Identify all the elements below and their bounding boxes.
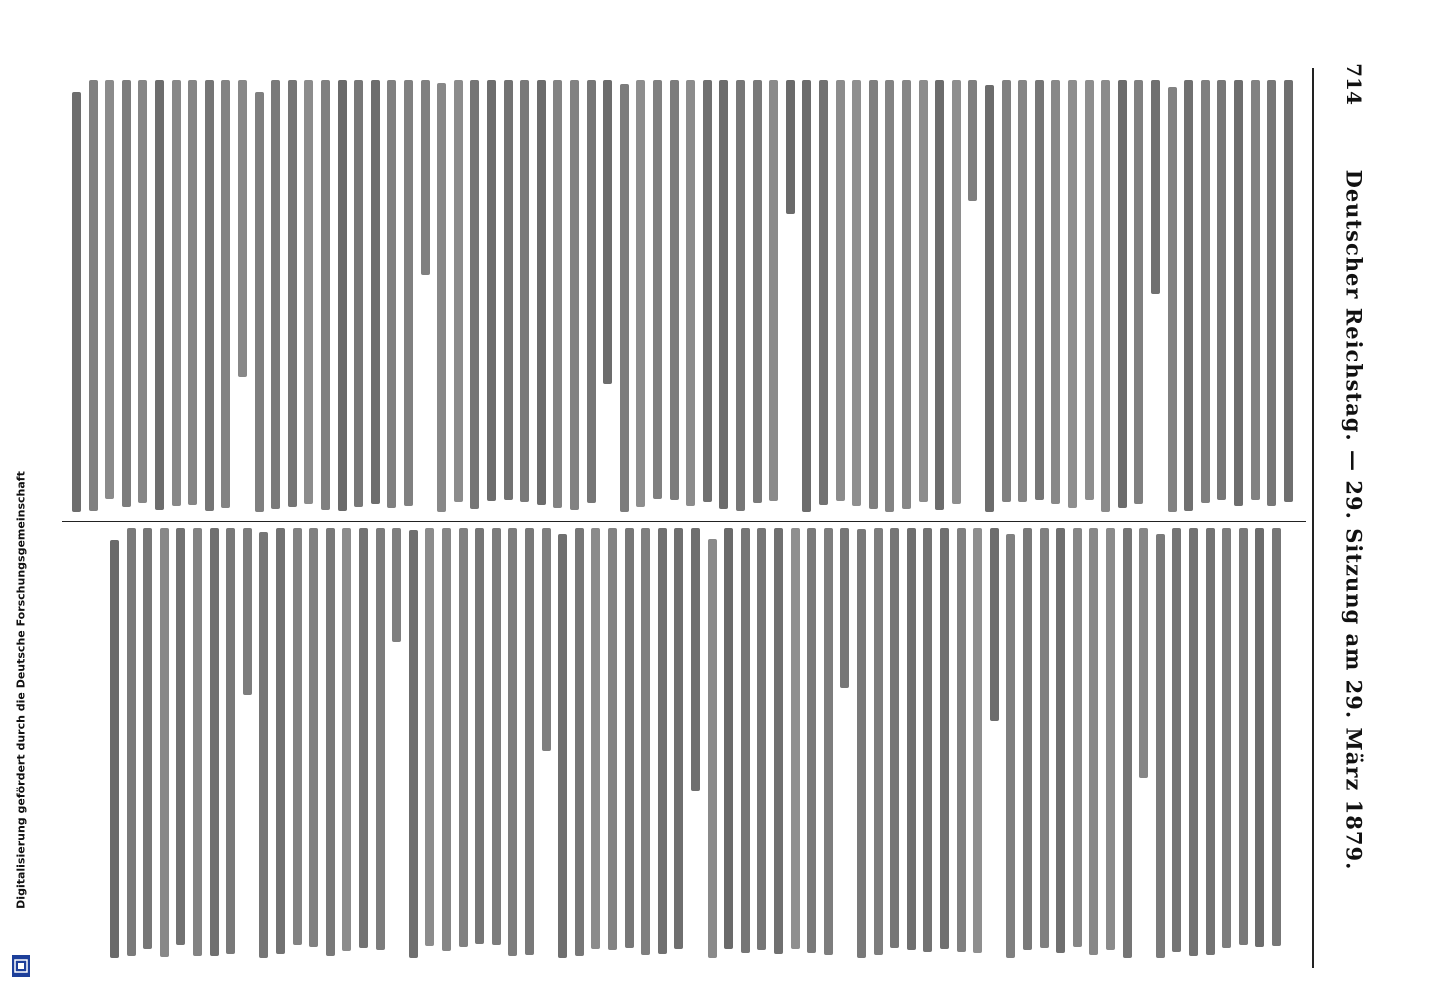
text-line xyxy=(475,528,484,944)
text-line xyxy=(1068,80,1077,508)
page-header xyxy=(1335,60,1373,980)
text-line xyxy=(741,528,750,953)
text-line xyxy=(1035,80,1044,500)
dfg-logo-icon xyxy=(12,955,30,977)
text-line xyxy=(504,80,513,500)
text-line xyxy=(1085,80,1094,500)
text-line xyxy=(973,528,982,953)
text-line xyxy=(603,80,612,384)
text-line xyxy=(885,80,894,512)
text-line xyxy=(1073,528,1082,947)
text-line xyxy=(442,528,451,951)
text-line xyxy=(1189,528,1198,956)
text-line xyxy=(459,528,468,947)
text-line xyxy=(288,80,297,507)
text-line xyxy=(122,80,131,507)
text-line xyxy=(172,80,181,506)
text-line xyxy=(1151,80,1160,294)
text-line xyxy=(807,528,816,953)
text-line xyxy=(1272,528,1281,946)
text-line xyxy=(1201,80,1210,503)
text-line xyxy=(1101,80,1110,512)
text-line xyxy=(105,80,114,499)
text-line xyxy=(89,80,98,511)
text-line xyxy=(387,80,396,508)
text-line xyxy=(985,85,994,512)
text-line xyxy=(824,528,833,955)
text-line xyxy=(940,528,949,949)
text-line xyxy=(769,80,778,501)
text-line xyxy=(1002,80,1011,502)
text-line xyxy=(176,528,185,945)
text-line xyxy=(670,80,679,500)
text-line xyxy=(520,80,529,502)
text-column-left xyxy=(72,80,1307,512)
text-line xyxy=(359,528,368,948)
text-line xyxy=(587,80,596,503)
text-line xyxy=(902,80,911,509)
text-line xyxy=(309,528,318,947)
text-line xyxy=(802,80,811,512)
text-line xyxy=(542,528,551,751)
text-line xyxy=(143,528,152,949)
text-line xyxy=(1118,80,1127,508)
text-line xyxy=(686,80,695,506)
text-line xyxy=(537,80,546,505)
text-line xyxy=(371,80,380,504)
text-line xyxy=(1239,528,1248,945)
text-line xyxy=(819,80,828,505)
text-line xyxy=(786,80,795,214)
text-line xyxy=(703,80,712,502)
text-line xyxy=(1006,534,1015,958)
text-line xyxy=(857,529,866,958)
header-rule xyxy=(1312,68,1314,968)
text-line xyxy=(138,80,147,503)
text-line xyxy=(736,80,745,511)
text-line xyxy=(923,528,932,952)
text-line xyxy=(276,528,285,954)
text-line xyxy=(691,528,700,791)
text-line xyxy=(708,539,717,958)
text-column-right xyxy=(110,528,1306,958)
text-line xyxy=(757,528,766,950)
text-line xyxy=(952,80,961,504)
text-line xyxy=(487,80,496,501)
text-line xyxy=(525,528,534,955)
text-line xyxy=(553,80,562,508)
text-line xyxy=(508,528,517,956)
text-line xyxy=(155,80,164,510)
text-line xyxy=(1217,80,1226,500)
text-line xyxy=(425,528,434,946)
text-line xyxy=(852,80,861,506)
text-line xyxy=(293,528,302,945)
text-line xyxy=(1222,528,1231,948)
text-line xyxy=(907,528,916,950)
text-line xyxy=(1206,528,1215,955)
text-line xyxy=(193,528,202,956)
text-line xyxy=(492,528,501,945)
text-line xyxy=(724,528,733,949)
text-line xyxy=(1251,80,1260,500)
page-title: Deutscher Reichstag. — 29. Sitzung am 29. März 1879. xyxy=(1341,169,1367,871)
text-line xyxy=(271,80,280,509)
text-line xyxy=(110,540,119,958)
text-line xyxy=(1234,80,1243,506)
text-line xyxy=(753,80,762,503)
text-line xyxy=(421,80,430,275)
text-line xyxy=(160,528,169,957)
text-line xyxy=(1267,80,1276,506)
text-line xyxy=(127,528,136,956)
text-line xyxy=(1139,528,1148,778)
text-line xyxy=(957,528,966,952)
text-line xyxy=(1089,528,1098,955)
text-line xyxy=(840,528,849,688)
text-line xyxy=(72,92,81,512)
digitization-credit xyxy=(12,400,30,980)
text-line xyxy=(558,534,567,958)
text-line xyxy=(1156,534,1165,958)
text-line xyxy=(774,528,783,954)
text-line xyxy=(1040,528,1049,948)
text-line xyxy=(392,528,401,642)
column-divider xyxy=(62,521,1306,522)
text-line xyxy=(221,80,230,508)
text-line xyxy=(570,80,579,510)
text-line xyxy=(874,528,883,955)
text-line xyxy=(1168,87,1177,512)
text-line xyxy=(321,80,330,510)
text-line xyxy=(935,80,944,510)
text-line xyxy=(188,80,197,505)
text-line xyxy=(304,80,313,504)
text-line xyxy=(1018,80,1027,502)
credit-text: Digitalisierung gefördert durch die Deutsche Forschungsgemeinschaft xyxy=(14,471,28,909)
text-line xyxy=(342,528,351,951)
text-line xyxy=(226,528,235,954)
text-line xyxy=(454,80,463,502)
text-line xyxy=(338,80,347,511)
text-line xyxy=(575,528,584,956)
text-line xyxy=(990,528,999,721)
page-number: 714 xyxy=(1342,63,1366,105)
text-line xyxy=(968,80,977,201)
text-line xyxy=(404,80,413,506)
text-line xyxy=(869,80,878,509)
text-line xyxy=(836,80,845,501)
text-line xyxy=(1123,528,1132,958)
text-line xyxy=(636,80,645,507)
text-line xyxy=(1172,528,1181,952)
text-line xyxy=(719,80,728,509)
text-line xyxy=(791,528,800,949)
text-line xyxy=(255,92,264,512)
text-line xyxy=(409,530,418,958)
text-line xyxy=(210,528,219,956)
text-line xyxy=(1284,80,1293,502)
text-line xyxy=(591,528,600,949)
text-line xyxy=(1106,528,1115,950)
text-line xyxy=(259,532,268,958)
text-line xyxy=(238,80,247,377)
text-line xyxy=(1056,528,1065,953)
text-line xyxy=(1255,528,1264,947)
text-line xyxy=(354,80,363,507)
text-line xyxy=(376,528,385,950)
text-line xyxy=(919,80,928,502)
text-line xyxy=(653,80,662,499)
text-line xyxy=(608,528,617,950)
text-line xyxy=(620,84,629,512)
text-line xyxy=(658,528,667,954)
text-line xyxy=(674,528,683,949)
text-line xyxy=(205,80,214,511)
text-line xyxy=(1023,528,1032,950)
text-line xyxy=(1134,80,1143,504)
text-line xyxy=(1051,80,1060,504)
text-line xyxy=(326,528,335,956)
text-line xyxy=(437,83,446,512)
text-line xyxy=(625,528,634,948)
text-line xyxy=(890,528,899,948)
text-line xyxy=(1184,80,1193,511)
text-line xyxy=(243,528,252,695)
text-line xyxy=(641,528,650,955)
text-line xyxy=(470,80,479,509)
